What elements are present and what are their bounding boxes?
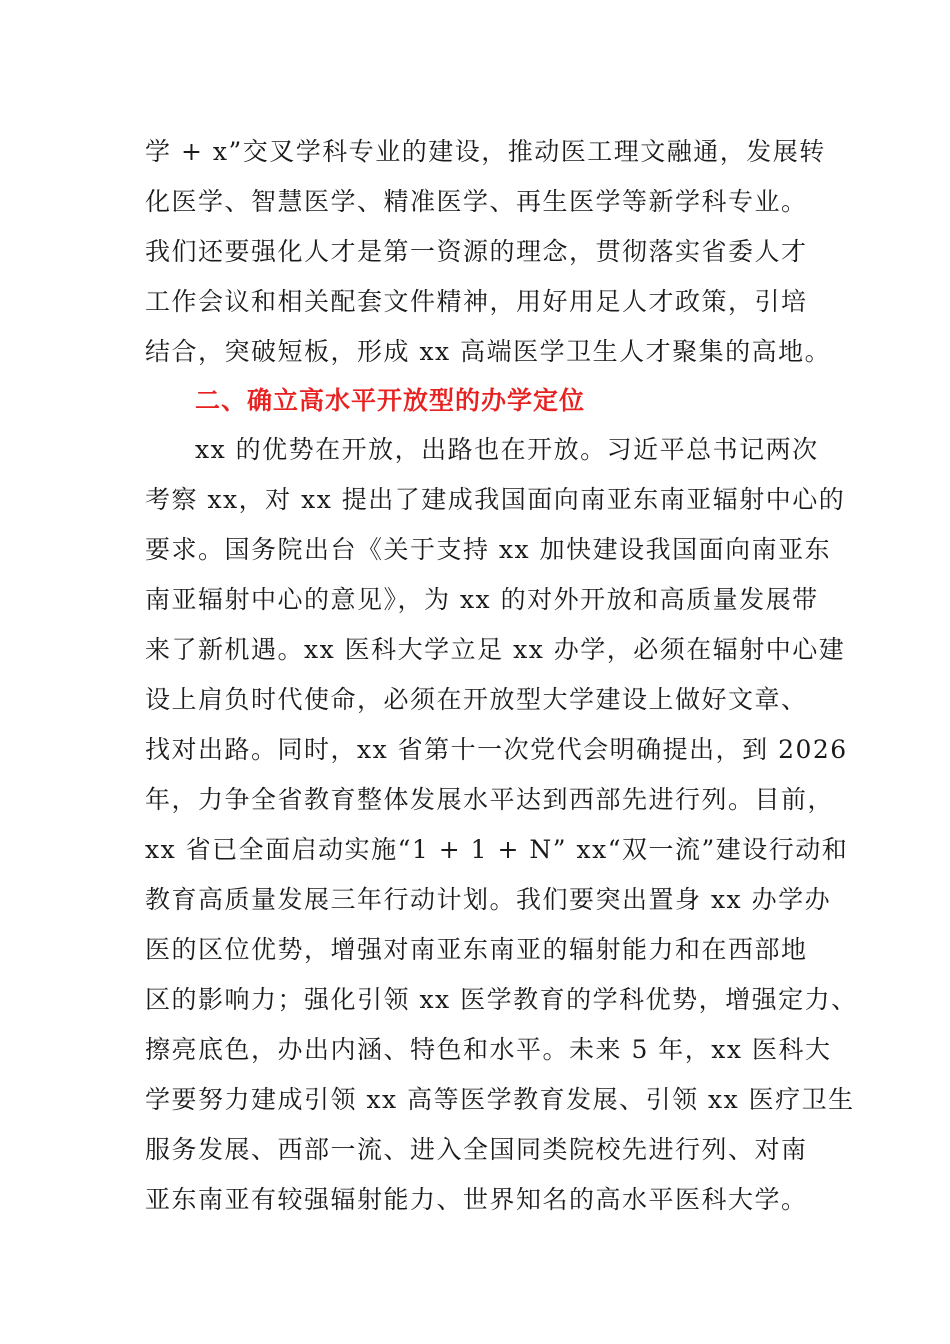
paragraph-2-line-15: 服务发展、西部一流、进入全国同类院校先进行列、对南 <box>145 1135 808 1164</box>
paragraph-1-line-4: 工作会议和相关配套文件精神，用好用足人才政策，引培 <box>145 287 808 316</box>
paragraph-2-line-6: 设上肩负时代使命，必须在开放型大学建设上做好文章、 <box>145 685 808 714</box>
paragraph-2-line-5: 来了新机遇。xx 医科大学立足 xx 办学，必须在辐射中心建 <box>145 635 846 664</box>
paragraph-2-line-9: xx 省已全面启动实施“1 + 1 + N” xx“双一流”建设行动和 <box>145 835 849 864</box>
paragraph-2-line-16: 亚东南亚有较强辐射能力、世界知名的高水平医科大学。 <box>145 1185 808 1214</box>
paragraph-2-line-10: 教育高质量发展三年行动计划。我们要突出置身 xx 办学办 <box>145 885 832 914</box>
paragraph-2-line-7: 找对出路。同时，xx 省第十一次党代会明确提出，到 2026 <box>145 735 848 764</box>
paragraph-2-line-14: 学要努力建成引领 xx 高等医学教育发展、引领 xx 医疗卫生 <box>145 1085 855 1114</box>
paragraph-2-line-2: 考察 xx，对 xx 提出了建成我国面向南亚东南亚辐射中心的 <box>145 485 846 514</box>
paragraph-1-line-1: 学 + x”交叉学科专业的建设，推动医工理文融通，发展转 <box>145 137 826 166</box>
paragraph-2-line-4: 南亚辐射中心的意见》，为 xx 的对外开放和高质量发展带 <box>145 585 819 614</box>
section-heading-2: 二、确立高水平开放型的办学定位 <box>195 386 586 415</box>
paragraph-2-line-12: 区的影响力；强化引领 xx 医学教育的学科优势，增强定力、 <box>145 985 858 1014</box>
paragraph-2-line-13: 擦亮底色，办出内涵、特色和水平。未来 5 年，xx 医科大 <box>145 1035 832 1064</box>
paragraph-1-line-2: 化医学、智慧医学、精准医学、再生医学等新学科专业。 <box>145 187 808 216</box>
paragraph-1-line-3: 我们还要强化人才是第一资源的理念，贯彻落实省委人才 <box>145 237 808 266</box>
paragraph-2-line-11: 医的区位优势，增强对南亚东南亚的辐射能力和在西部地 <box>145 935 808 964</box>
paragraph-1-line-5: 结合，突破短板，形成 xx 高端医学卫生人才聚集的高地。 <box>145 337 832 366</box>
paragraph-2-line-8: 年，力争全省教育整体发展水平达到西部先进行列。目前， <box>145 785 835 814</box>
paragraph-2-line-3: 要求。国务院出台《关于支持 xx 加快建设我国面向南亚东 <box>145 535 832 564</box>
paragraph-2-line-1: xx 的优势在开放，出路也在开放。习近平总书记两次 <box>195 435 819 464</box>
